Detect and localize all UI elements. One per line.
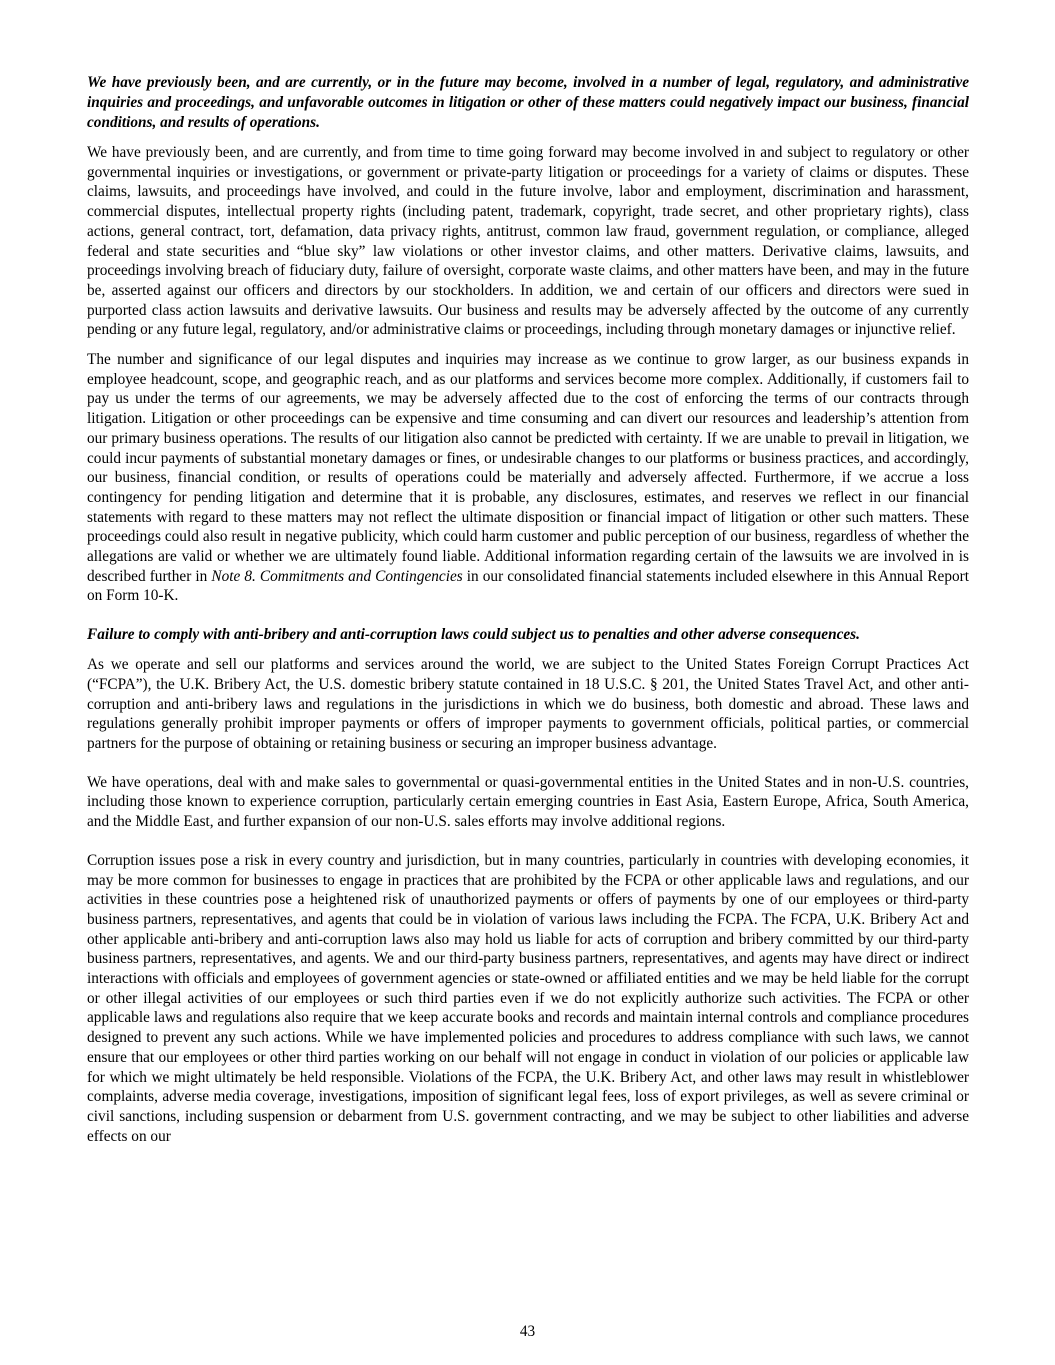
paragraph-corruption-issues: Corruption issues pose a risk in every country and jurisdiction, but in many countries, particularly in countries with developing economies, it may be more common for businesses to engage in practices that are prohibited by the FCPA or other applicable laws and regulations, and our activities in these countries pose a heightened risk of unauthorized payments or offers of payments by one of our employees or third-party business partners, representatives, and agents that could be in violation of various laws including the FCPA. The FCPA, U.K. Bribery Act and other applicable anti-bribery and anti-corruption laws also may hold us liable for acts of corruption and bribery committed by our third-party business partners, representatives, and agents. We and our third-party business partners, representatives, and agents may have direct or indirect interactions with officials and employees of government agencies or state-owned or affiliated entities and we may be held liable for the corrupt or other illegal activities of our employees or such third parties even if we do not explicitly authorize such activities. The FCPA or other applicable laws and regulations also require that we keep accurate books and records and maintain internal controls and compliance procedures designed to prevent any such actions. While we have implemented policies and procedures to address compliance with such laws, we cannot ensure that our employees or other third parties working on our behalf will not engage in conduct in violation of our policies or applicable law for which we might ultimately be held responsible. Violations of the FCPA, the U.K. Bribery Act, and other laws may result in whistleblower complaints, adverse media coverage, investigations, imposition of significant legal fees, loss of export privileges, as well as severe criminal or civil sanctions, including suspension or debarment from U.S. government contracting, and we may be subject to other liabilities and adverse effects on our [87, 851, 969, 1145]
note-reference: Note 8. Commitments and Contingencies [211, 567, 463, 585]
paragraph-legal-inquiries: We have previously been, and are currently, and from time to time going forward may become involved in and subject to regulatory or other governmental inquiries or investigations, or government or private-party litigation or proceedings for a variety of claims or disputes. These claims, lawsuits, and proceedings have involved, and could in the future involve, labor and employment, discrimination and harassment, commercial disputes, intellectual property rights (including patent, trademark, copyright, trade secret, and other proprietary rights), class actions, general contract, tort, defamation, data privacy rights, antitrust, common law fraud, government regulation, or compliance, alleged federal and state securities and “blue sky” law violations or other investor claims, and other matters. Derivative claims, lawsuits, and proceedings involving breach of fiduciary duty, failure of oversight, corporate waste claims, and other matters have been, and may in the future be, asserted against our officers and directors by our stockholders. In addition, we and certain of our officers and directors were sued in purported class action lawsuits and derivative lawsuits. Our business and results may be adversely affected by the outcome of any currently pending or any future legal, regulatory, and/or administrative claims or proceedings, including through monetary damages or injunctive relief. [87, 144, 969, 339]
page-number: 43 [519, 1323, 536, 1340]
paragraph-text: The number and significance of our legal disputes and inquiries may increase as we continue to grow larger, as our business expands in employee headcount, scope, and geographic reach, and as our platforms and services become more complex. Additionally, if customers fail to pay us under the terms of our agreements, we may be adversely affected due to the cost of enforcing the terms of our contracts through litigation. Litigation or other proceedings can be expensive and time consuming and can divert our resources and leadership’s attention from our primary business operations. The results of our litigation also cannot be predicted with certainty. If we are unable to prevail in litigation, we could incur payments of substantial monetary damages or fines, or undesirable changes to our platforms or business practices, and accordingly, our business, financial condition, or results of operations could be materially and adversely affected. Furthermore, if we accrue a loss contingency for pending litigation and determine that it is probable, any disclosures, estimates, and reserves we reflect in our financial statements with regard to these matters may not reflect the ultimate disposition or financial impact of litigation or other such matters. These proceedings could also result in negative publicity, which could harm customer and public perception of our business, regardless of whether the allegations are valid or whether we are ultimately found liable. Additional information regarding certain of the lawsuits we are involved in is described further in [87, 351, 969, 585]
section-heading-anti-bribery: Failure to comply with anti-bribery and anti-corruption laws could subject us to penalties and other adverse consequences. [87, 626, 860, 644]
paragraph-fcpa-overview: As we operate and sell our platforms and services around the world, we are subject to the United States Foreign Corrupt Practices Act (“FCPA”), the U.K. Bribery Act, the U.S. domestic bribery statute contained in 18 U.S.C. § 201, the United States Travel Act, and other anti-corruption and anti-bribery laws and regulations in the jurisdictions in which we do business, both domestic and abroad. These laws and regulations generally prohibit improper payments or offers of improper payments to government officials, political parties, or commercial partners for the purpose of obtaining or retaining business or securing an improper business advantage. [87, 656, 969, 752]
paragraph-legal-disputes [87, 350, 969, 606]
paragraph-operations: We have operations, deal with and make sales to governmental or quasi-governmental entities in the United States and in non-U.S. countries, including those known to experience corruption, particularly certain emerging countries in East Asia, Eastern Europe, Africa, South America, and the Middle East, and further expansion of our non-U.S. sales efforts may involve additional regions. [87, 773, 969, 831]
section-heading-legal-proceedings: We have previously been, and are currently, or in the future may become, involved in a number of legal, regulatory, and administrative inquiries and proceedings, and unfavorable outcomes in litigation or other of these matters could negatively impact our business, financial conditions, and results of operations. [87, 74, 969, 131]
document-page [87, 73, 969, 1165]
paragraph-text: in our consolidated financial statements included elsewhere in this Annual Report on Form 10-K. [87, 567, 969, 605]
